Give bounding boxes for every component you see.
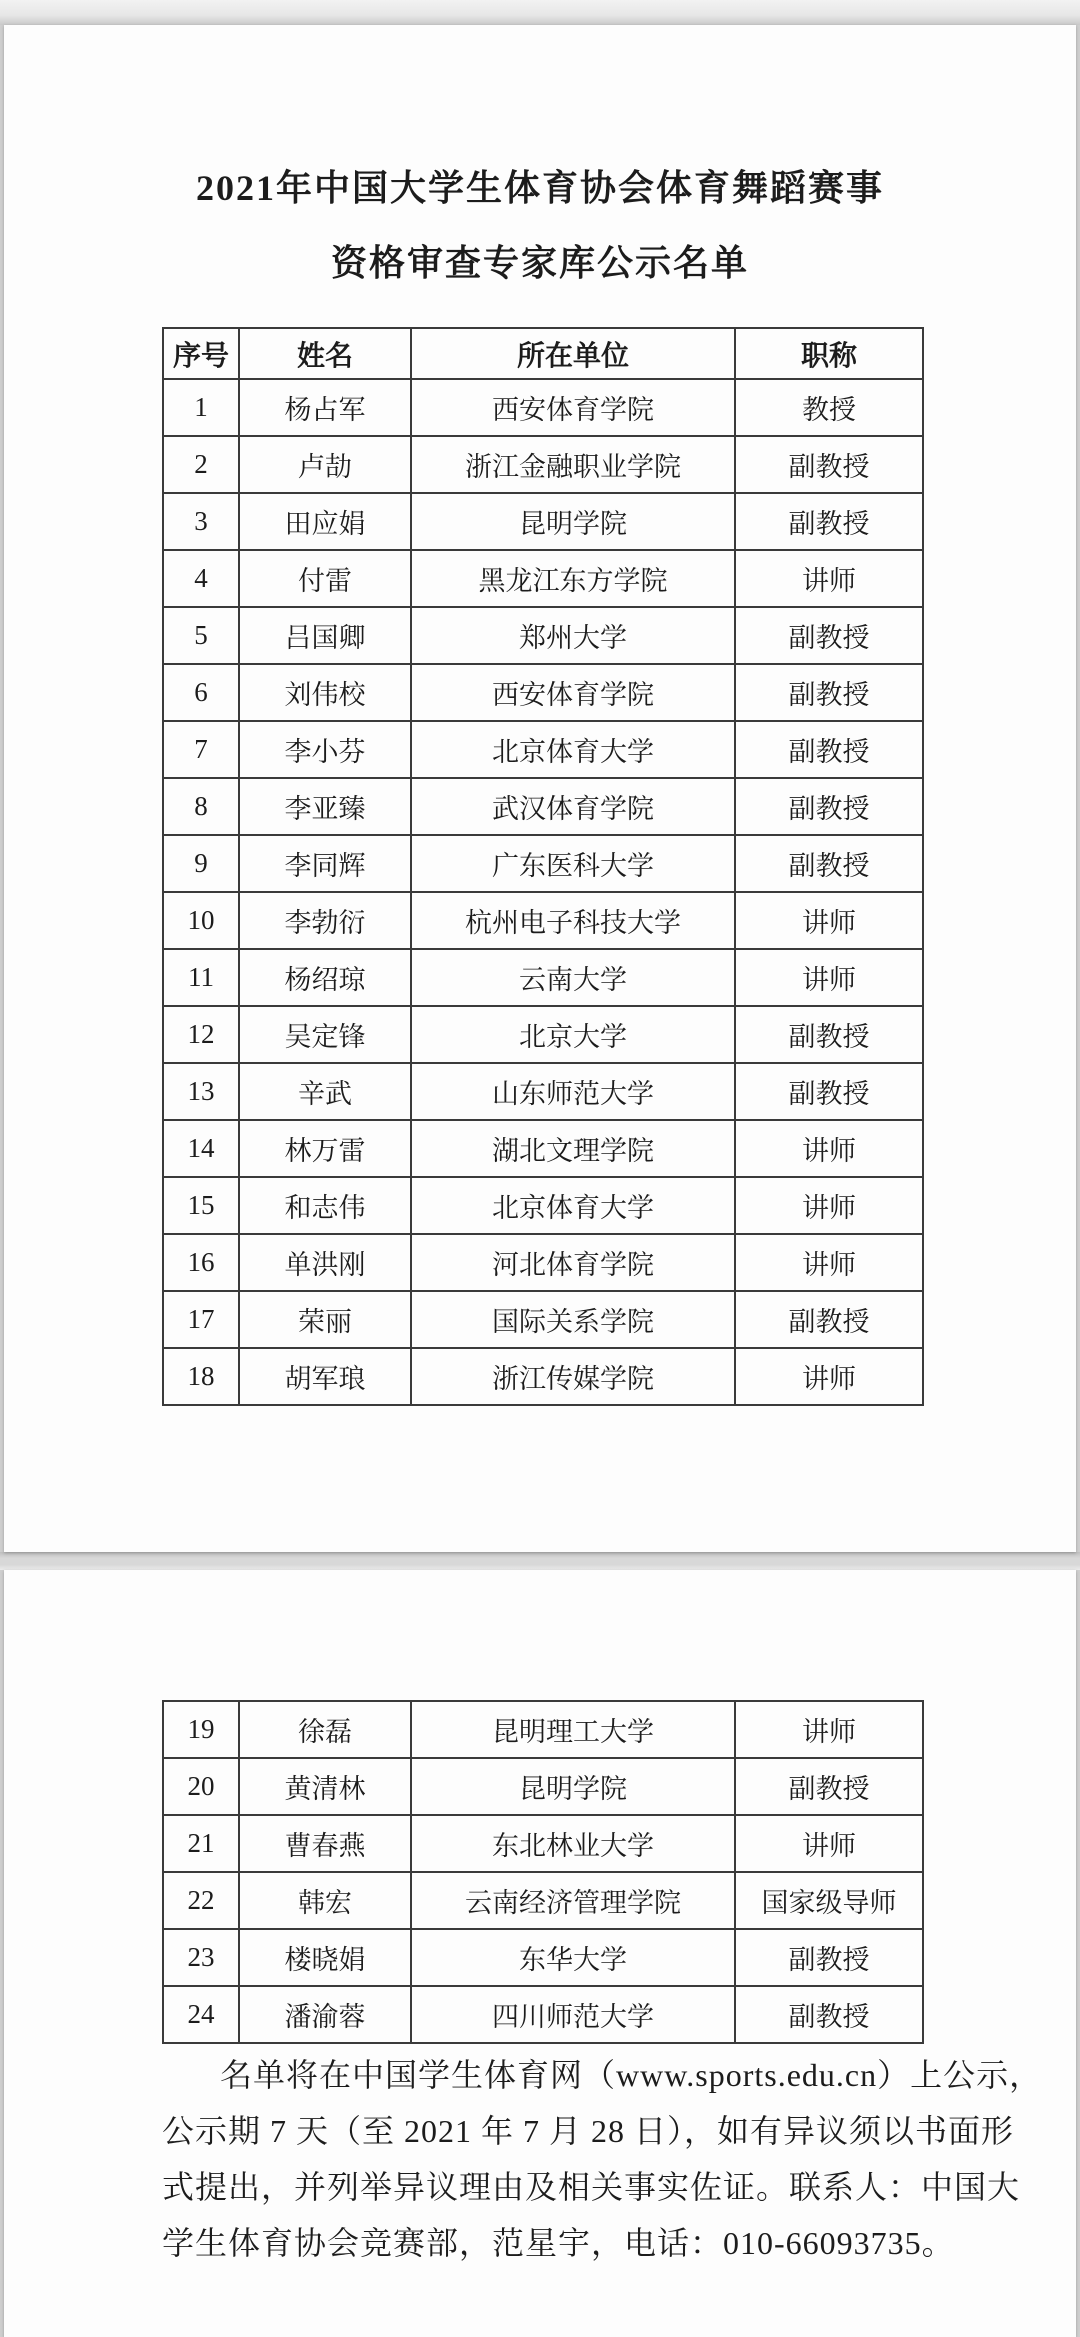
table-cell: 13 [163,1063,239,1120]
table-cell: 16 [163,1234,239,1291]
table-cell: 郑州大学 [411,607,735,664]
table-cell: 17 [163,1291,239,1348]
table-cell: 西安体育学院 [411,664,735,721]
table-cell: 浙江金融职业学院 [411,436,735,493]
table-cell: 东华大学 [411,1929,735,1986]
experts-table-page2 [162,1700,924,2044]
footer-line: 式提出，并列举异议理由及相关事实佐证。联系人：中国大 [162,2169,1021,2205]
top-edge-band [0,0,1080,25]
table-row [163,1177,923,1234]
table-cell: 昆明学院 [411,1758,735,1815]
table-cell: 楼晓娟 [239,1929,411,1986]
page-break-gap [0,1552,1080,1570]
table-cell: 11 [163,949,239,1006]
table-cell: 黑龙江东方学院 [411,550,735,607]
table-cell: 讲师 [735,1815,923,1872]
table-cell: 20 [163,1758,239,1815]
table-cell: 李小芬 [239,721,411,778]
table-cell: 副教授 [735,664,923,721]
table-row [163,607,923,664]
table-cell: 讲师 [735,1120,923,1177]
table-cell: 北京体育大学 [411,721,735,778]
table-cell: 林万雷 [239,1120,411,1177]
table-cell: 9 [163,835,239,892]
document-title-line-1: 2021年中国大学生体育协会体育舞蹈赛事 [195,168,884,208]
table-cell: 西安体育学院 [411,379,735,436]
table-cell: 湖北文理学院 [411,1120,735,1177]
header-cell-name: 姓名 [239,328,411,379]
table-row [163,436,923,493]
table-cell: 单洪刚 [239,1234,411,1291]
table-cell: 副教授 [735,1291,923,1348]
table-row [163,1291,923,1348]
table-cell: 1 [163,379,239,436]
table-cell: 14 [163,1120,239,1177]
table-cell: 杨绍琼 [239,949,411,1006]
table-cell: 讲师 [735,1348,923,1405]
page-two [4,1570,1076,2337]
experts-table-page1 [162,327,924,1406]
table-cell: 副教授 [735,607,923,664]
document-title-line-2: 资格审查专家库公示名单 [330,243,749,283]
table-row [163,1815,923,1872]
table-cell: 徐磊 [239,1701,411,1758]
table-cell: 副教授 [735,1986,923,2043]
table-cell: 7 [163,721,239,778]
table-row [163,1701,923,1758]
table-cell: 山东师范大学 [411,1063,735,1120]
table-row [163,949,923,1006]
table-cell: 副教授 [735,721,923,778]
table-cell: 5 [163,607,239,664]
table-cell: 副教授 [735,1929,923,1986]
footer-line: 学生体育协会竞赛部，范星宇，电话：010-66093735。 [162,2225,955,2261]
table-cell: 付雷 [239,550,411,607]
table-body-page2 [163,1701,923,2043]
footer-paragraph [162,2047,1043,2271]
table-row [163,1929,923,1986]
table-cell: 云南经济管理学院 [411,1872,735,1929]
table-row [163,1234,923,1291]
table-cell: 15 [163,1177,239,1234]
table-cell: 副教授 [735,835,923,892]
table-cell: 李亚臻 [239,778,411,835]
table-row [163,1063,923,1120]
table-cell: 杭州电子科技大学 [411,892,735,949]
table-cell: 讲师 [735,949,923,1006]
table-cell: 荣丽 [239,1291,411,1348]
table-row [163,379,923,436]
table-cell: 副教授 [735,436,923,493]
table-cell: 12 [163,1006,239,1063]
table-cell: 浙江传媒学院 [411,1348,735,1405]
table-cell: 讲师 [735,892,923,949]
table-cell: 李勃衍 [239,892,411,949]
table-body-page1 [163,379,923,1405]
page-one [4,25,1076,1552]
table-cell: 潘渝蓉 [239,1986,411,2043]
header-cell-index: 序号 [163,328,239,379]
table-cell: 22 [163,1872,239,1929]
table-cell: 讲师 [735,550,923,607]
table-cell: 副教授 [735,1006,923,1063]
table-cell: 19 [163,1701,239,1758]
table-row [163,493,923,550]
table-row [163,892,923,949]
table-cell: 18 [163,1348,239,1405]
table-cell: 韩宏 [239,1872,411,1929]
table-cell: 曹春燕 [239,1815,411,1872]
table-cell: 副教授 [735,778,923,835]
table-row [163,1120,923,1177]
table-row [163,721,923,778]
table-cell: 黄清林 [239,1758,411,1815]
table-cell: 吕国卿 [239,607,411,664]
table-cell: 国家级导师 [735,1872,923,1929]
header-cell-organization: 所在单位 [411,328,735,379]
table-cell: 和志伟 [239,1177,411,1234]
table-cell: 副教授 [735,1758,923,1815]
table-cell: 讲师 [735,1234,923,1291]
table-cell: 副教授 [735,1063,923,1120]
table-row [163,550,923,607]
table-row [163,835,923,892]
table-cell: 讲师 [735,1701,923,1758]
table-cell: 4 [163,550,239,607]
table-row [163,778,923,835]
table-cell: 21 [163,1815,239,1872]
table-row [163,1872,923,1929]
table-cell: 河北体育学院 [411,1234,735,1291]
table-cell: 8 [163,778,239,835]
table-row [163,1006,923,1063]
footer-line: 公示期 7 天（至 2021 年 7 月 28 日），如有异议须以书面形 [162,2113,1015,2149]
table-cell: 北京大学 [411,1006,735,1063]
table-cell: 3 [163,493,239,550]
table-row [163,1348,923,1405]
table-cell: 卢劼 [239,436,411,493]
table-cell: 国际关系学院 [411,1291,735,1348]
table-cell: 教授 [735,379,923,436]
table-cell: 24 [163,1986,239,2043]
footer-line: 名单将在中国学生体育网（www.sports.edu.cn）上公示， [220,2057,1043,2093]
table-cell: 广东医科大学 [411,835,735,892]
table-cell: 昆明理工大学 [411,1701,735,1758]
table-cell: 北京体育大学 [411,1177,735,1234]
table-cell: 武汉体育学院 [411,778,735,835]
table-cell: 昆明学院 [411,493,735,550]
table-cell: 副教授 [735,493,923,550]
table-cell: 胡军琅 [239,1348,411,1405]
table-cell: 杨占军 [239,379,411,436]
table-cell: 李同辉 [239,835,411,892]
header-cell-title: 职称 [735,328,923,379]
table-cell: 四川师范大学 [411,1986,735,2043]
table-cell: 2 [163,436,239,493]
table-cell: 10 [163,892,239,949]
table-cell: 云南大学 [411,949,735,1006]
table-cell: 东北林业大学 [411,1815,735,1872]
table-row [163,664,923,721]
table-cell: 吴定锋 [239,1006,411,1063]
table-cell: 23 [163,1929,239,1986]
table-header-row [163,328,923,379]
table-cell: 田应娟 [239,493,411,550]
table-cell: 讲师 [735,1177,923,1234]
table-row [163,1986,923,2043]
table-row [163,1758,923,1815]
table-cell: 6 [163,664,239,721]
table-cell: 刘伟校 [239,664,411,721]
table-cell: 辛武 [239,1063,411,1120]
